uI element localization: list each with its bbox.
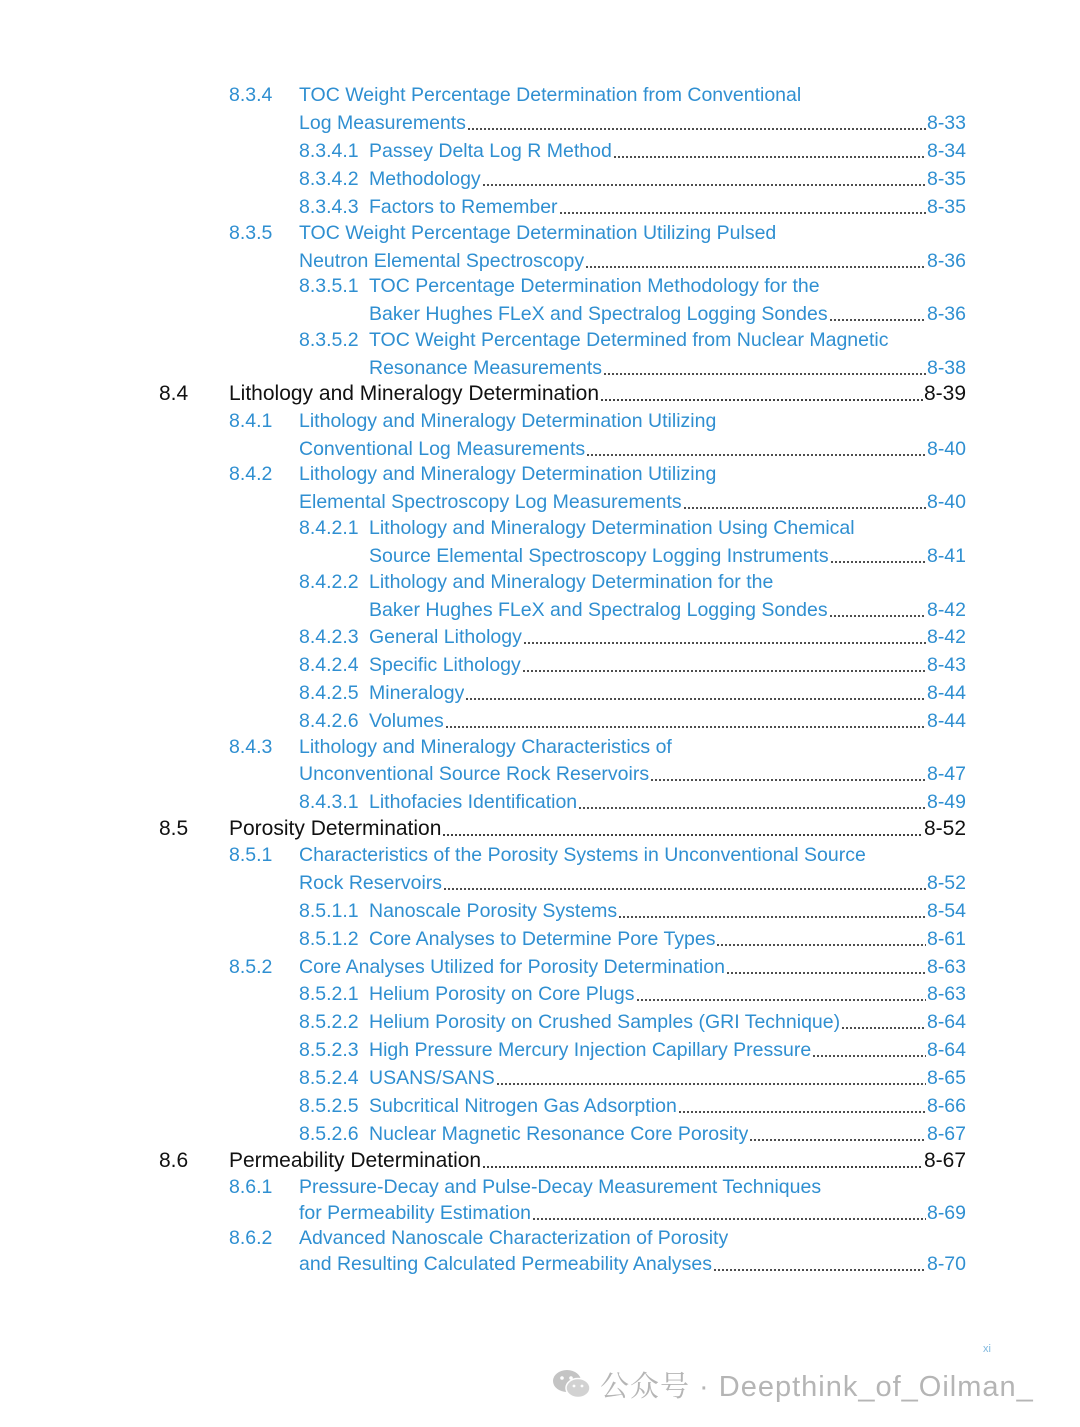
toc-entry[interactable] xyxy=(299,269,966,297)
toc-entry-title: Unconventional Source Rock Reservoirs xyxy=(299,763,650,785)
toc-entry-page: 8-52 xyxy=(923,817,966,840)
toc-entry-number: 8.4 xyxy=(159,382,189,405)
toc-entry-title: Source Elemental Spectroscopy Logging Instruments xyxy=(369,545,829,567)
toc-entry-title: Nanoscale Porosity Systems xyxy=(369,900,618,922)
toc-entry-title: Characteristics of the Porosity Systems in Unconventional Source xyxy=(299,844,866,866)
toc-entry[interactable] xyxy=(229,404,966,432)
toc-leader-dots xyxy=(465,697,926,701)
toc-entry[interactable] xyxy=(229,78,966,106)
toc-entry[interactable] xyxy=(369,539,966,567)
toc-entry-title: Porosity Determination xyxy=(229,818,442,840)
toc-entry-page: 8-52 xyxy=(926,872,966,894)
toc-entry-title: Conventional Log Measurements xyxy=(299,438,586,460)
toc-leader-dots xyxy=(829,614,926,618)
toc-entry-number: 8.4.2 xyxy=(229,463,273,485)
toc-entry-title: Log Measurements xyxy=(299,112,466,134)
toc-leader-dots xyxy=(600,398,923,402)
toc-entry-page: 8-66 xyxy=(926,1095,966,1117)
toc-entry-title: Lithology and Mineralogy Characteristics of xyxy=(299,736,672,758)
toc-entry[interactable] xyxy=(229,1170,966,1198)
toc-leader-dots xyxy=(522,669,926,673)
toc-entry-title: Core Analyses Utilized for Porosity Determination xyxy=(299,956,725,978)
toc-entry[interactable] xyxy=(299,1033,966,1061)
toc-entry-title: Lithology and Mineralogy Determination Utilizing xyxy=(299,410,717,432)
page-number: xi xyxy=(983,1343,991,1355)
toc-entry-number: 8.5.2.1 xyxy=(299,983,359,1005)
toc-entry-page: 8-49 xyxy=(926,791,966,813)
toc-entry-number: 8.5.1.1 xyxy=(299,900,359,922)
toc-entry[interactable] xyxy=(299,1117,966,1145)
toc-entry-page: 8-35 xyxy=(926,168,966,190)
watermark xyxy=(552,1362,1034,1406)
toc-entry[interactable] xyxy=(299,432,966,460)
toc-entry-number: 8.4.2.5 xyxy=(299,682,359,704)
toc-entry[interactable] xyxy=(299,565,966,593)
toc-entry-title: Specific Lithology xyxy=(369,654,521,676)
toc-entry[interactable] xyxy=(299,190,966,218)
wechat-icon xyxy=(552,1367,592,1401)
toc-entry[interactable] xyxy=(299,1247,966,1275)
toc-entry-title: TOC Weight Percentage Determination from Conventional xyxy=(299,84,802,106)
toc-entry-title: Elemental Spectroscopy Log Measurements xyxy=(299,491,682,513)
toc-entry-page: 8-42 xyxy=(926,599,966,621)
toc-entry[interactable] xyxy=(299,977,966,1005)
toc-leader-dots xyxy=(713,1268,926,1272)
toc-entry-title: Lithology and Mineralogy Determination xyxy=(229,383,600,405)
toc-leader-dots xyxy=(442,833,923,837)
toc-leader-dots xyxy=(496,1082,926,1086)
toc-entry-number: 8.4.2.4 xyxy=(299,654,359,676)
toc-entry[interactable] xyxy=(299,1061,966,1089)
toc-entry[interactable] xyxy=(299,511,966,539)
toc-entry-page: 8-70 xyxy=(926,1253,966,1275)
toc-entry-number: 8.6.2 xyxy=(229,1227,273,1249)
toc-entry-number: 8.5.2.6 xyxy=(299,1123,359,1145)
toc-entry-title: Advanced Nanoscale Characterization of Porosity xyxy=(299,1227,729,1249)
toc-entry-title: Baker Hughes FLeX and Spectralog Logging Sondes xyxy=(369,599,828,621)
toc-entry[interactable] xyxy=(369,593,966,621)
toc-leader-dots xyxy=(467,127,926,131)
toc-entry-title: Volumes xyxy=(369,710,444,732)
toc-leader-dots xyxy=(716,943,925,947)
toc-entry-page: 8-44 xyxy=(926,682,966,704)
toc-leader-dots xyxy=(443,887,926,891)
toc-leader-dots xyxy=(559,211,926,215)
toc-entry-title: Helium Porosity on Core Plugs xyxy=(369,983,635,1005)
toc-entry-title: Lithology and Mineralogy Determination Utilizing xyxy=(299,463,717,485)
toc-entry-title: Mineralogy xyxy=(369,682,465,704)
toc-entry[interactable] xyxy=(299,106,966,134)
toc-entry[interactable] xyxy=(229,1221,966,1249)
toc-entry-page: 8-41 xyxy=(926,545,966,567)
toc-entry-number: 8.3.4.1 xyxy=(299,140,359,162)
toc-entry-page: 8-44 xyxy=(926,710,966,732)
toc-entry-page: 8-34 xyxy=(926,140,966,162)
toc-entry-title: Permeability Determination xyxy=(229,1150,482,1172)
toc-entry-page: 8-61 xyxy=(926,928,966,950)
toc-leader-dots xyxy=(726,971,926,975)
toc-entry-title: Baker Hughes FLeX and Spectralog Logging Sondes xyxy=(369,303,828,325)
toc-entry-title: TOC Percentage Determination Methodology for the xyxy=(369,275,820,297)
toc-entry-page: 8-67 xyxy=(923,1149,966,1172)
toc-leader-dots xyxy=(482,1165,923,1169)
toc-entry-number: 8.4.3 xyxy=(229,736,273,758)
toc-entry-number: 8.5.2.4 xyxy=(299,1067,359,1089)
toc-entry[interactable] xyxy=(299,894,966,922)
toc-entry-number: 8.5.1 xyxy=(229,844,273,866)
toc-entry-title: Subcritical Nitrogen Gas Adsorption xyxy=(369,1095,677,1117)
toc-entry-number: 8.4.2.1 xyxy=(299,517,359,539)
toc-entry[interactable] xyxy=(299,244,966,272)
toc-entry[interactable] xyxy=(299,922,966,950)
toc-leader-dots xyxy=(678,1110,926,1114)
toc-leader-dots xyxy=(830,560,926,564)
toc-entry-number: 8.6 xyxy=(159,1149,189,1172)
toc-entry-title: Rock Reservoirs xyxy=(299,872,443,894)
toc-entry-page: 8-33 xyxy=(926,112,966,134)
toc-entry-number: 8.5.1.2 xyxy=(299,928,359,950)
toc-entry-number: 8.4.2.2 xyxy=(299,571,359,593)
toc-leader-dots xyxy=(841,1026,926,1030)
toc-entry[interactable] xyxy=(299,162,966,190)
toc-entry-number: 8.5.2.3 xyxy=(299,1039,359,1061)
toc-entry-title: Neutron Elemental Spectroscopy xyxy=(299,250,585,272)
toc-leader-dots xyxy=(482,183,926,187)
toc-entry-title: High Pressure Mercury Injection Capillary Pressure xyxy=(369,1039,812,1061)
toc-leader-dots xyxy=(578,806,926,810)
toc-entry-title: Lithology and Mineralogy Determination for the xyxy=(369,571,774,593)
toc-entry[interactable] xyxy=(299,485,966,513)
toc-entry-page: 8-38 xyxy=(926,357,966,379)
toc-entry-page: 8-69 xyxy=(926,1202,966,1224)
toc-entry-number: 8.5.2.2 xyxy=(299,1011,359,1033)
toc-entry-title: TOC Weight Percentage Determination Utilizing Pulsed xyxy=(299,222,777,244)
toc-entry-title: Methodology xyxy=(369,168,481,190)
toc-entry-title: TOC Weight Percentage Determined from Nuclear Magnetic xyxy=(369,329,889,351)
toc-leader-dots xyxy=(613,155,926,159)
toc-entry[interactable] xyxy=(229,950,966,978)
toc-entry-number: 8.3.5.1 xyxy=(299,275,359,297)
toc-entry-page: 8-64 xyxy=(926,1039,966,1061)
toc-entry-number: 8.3.5.2 xyxy=(299,329,359,351)
toc-entry-title: for Permeability Estimation xyxy=(299,1202,531,1224)
toc-entry-page: 8-47 xyxy=(926,763,966,785)
toc-entry[interactable] xyxy=(369,351,966,379)
toc-entry-page: 8-54 xyxy=(926,900,966,922)
toc-entry-number: 8.5.2.5 xyxy=(299,1095,359,1117)
toc-entry-number: 8.4.2.6 xyxy=(299,710,359,732)
toc-entry-page: 8-35 xyxy=(926,196,966,218)
toc-entry-page: 8-65 xyxy=(926,1067,966,1089)
toc-entry-page: 8-36 xyxy=(926,250,966,272)
toc-entry-title: Nuclear Magnetic Resonance Core Porosity xyxy=(369,1123,749,1145)
toc-leader-dots xyxy=(829,318,926,322)
toc-entry-title: Pressure-Decay and Pulse-Decay Measurement Techniques xyxy=(299,1176,822,1198)
toc-entry-title: Passey Delta Log R Method xyxy=(369,140,612,162)
watermark-text: 公众号 · Deepthink_of_Oilman_ xyxy=(600,1370,1034,1403)
toc-entry-page: 8-63 xyxy=(926,956,966,978)
toc-entry-title: USANS/SANS xyxy=(369,1067,495,1089)
toc-entry[interactable] xyxy=(229,457,966,485)
toc-entry[interactable] xyxy=(299,785,966,813)
toc-entry[interactable] xyxy=(229,730,966,758)
toc-entry-number: 8.6.1 xyxy=(229,1176,273,1198)
toc-entry[interactable] xyxy=(299,1089,966,1117)
toc-entry-page: 8-43 xyxy=(926,654,966,676)
toc-entry-page: 8-36 xyxy=(926,303,966,325)
toc-entry[interactable] xyxy=(299,704,966,732)
toc-entry[interactable] xyxy=(159,377,966,405)
toc-entry-number: 8.3.5 xyxy=(229,222,273,244)
toc-entry-title: Resonance Measurements xyxy=(369,357,603,379)
toc-entry-number: 8.3.4.2 xyxy=(299,168,359,190)
toc-entry-number: 8.4.2.3 xyxy=(299,626,359,648)
toc-leader-dots xyxy=(603,372,926,376)
toc-entry[interactable] xyxy=(299,323,966,351)
toc-entry-number: 8.4.1 xyxy=(229,410,273,432)
toc-entry[interactable] xyxy=(229,216,966,244)
toc-entry[interactable] xyxy=(299,620,966,648)
toc-leader-dots xyxy=(683,506,926,510)
toc-leader-dots xyxy=(812,1054,926,1058)
toc-entry-title: Lithology and Mineralogy Determination Using Chemical xyxy=(369,517,855,539)
toc-entry[interactable] xyxy=(299,134,966,162)
toc-entry[interactable] xyxy=(299,676,966,704)
toc-entry-page: 8-42 xyxy=(926,626,966,648)
toc-entry-number: 8.3.4 xyxy=(229,84,273,106)
toc-entry-number: 8.5.2 xyxy=(229,956,273,978)
toc-entry-title: General Lithology xyxy=(369,626,522,648)
toc-entry-title: Factors to Remember xyxy=(369,196,558,218)
toc-entry[interactable] xyxy=(369,297,966,325)
toc-entry-title: and Resulting Calculated Permeability Analyses xyxy=(299,1253,712,1275)
toc-entry-page: 8-64 xyxy=(926,1011,966,1033)
toc-leader-dots xyxy=(445,725,926,729)
toc-entry-page: 8-40 xyxy=(926,491,966,513)
toc-entry[interactable] xyxy=(159,1144,966,1172)
toc-entry[interactable] xyxy=(229,838,966,866)
toc-entry[interactable] xyxy=(299,1196,966,1224)
toc-entry-title: Helium Porosity on Crushed Samples (GRI Technique) xyxy=(369,1011,841,1033)
toc-entry[interactable] xyxy=(299,866,966,894)
toc-entry-title: Core Analyses to Determine Pore Types xyxy=(369,928,716,950)
toc-leader-dots xyxy=(749,1138,926,1142)
toc-entry-page: 8-39 xyxy=(923,382,966,405)
toc-entry-number: 8.3.4.3 xyxy=(299,196,359,218)
toc-leader-dots xyxy=(636,998,926,1002)
toc-entry[interactable] xyxy=(299,648,966,676)
toc-entry[interactable] xyxy=(159,812,966,840)
toc-entry-page: 8-67 xyxy=(926,1123,966,1145)
toc-leader-dots xyxy=(650,778,926,782)
toc-entry-number: 8.4.3.1 xyxy=(299,791,359,813)
toc-entry[interactable] xyxy=(299,1005,966,1033)
toc-entry-number: 8.5 xyxy=(159,817,189,840)
toc-entry-page: 8-40 xyxy=(926,438,966,460)
toc-leader-dots xyxy=(618,915,926,919)
toc-entry-title: Lithofacies Identification xyxy=(369,791,578,813)
toc-entry[interactable] xyxy=(299,757,966,785)
toc-entry-page: 8-63 xyxy=(926,983,966,1005)
toc-leader-dots xyxy=(523,641,926,645)
